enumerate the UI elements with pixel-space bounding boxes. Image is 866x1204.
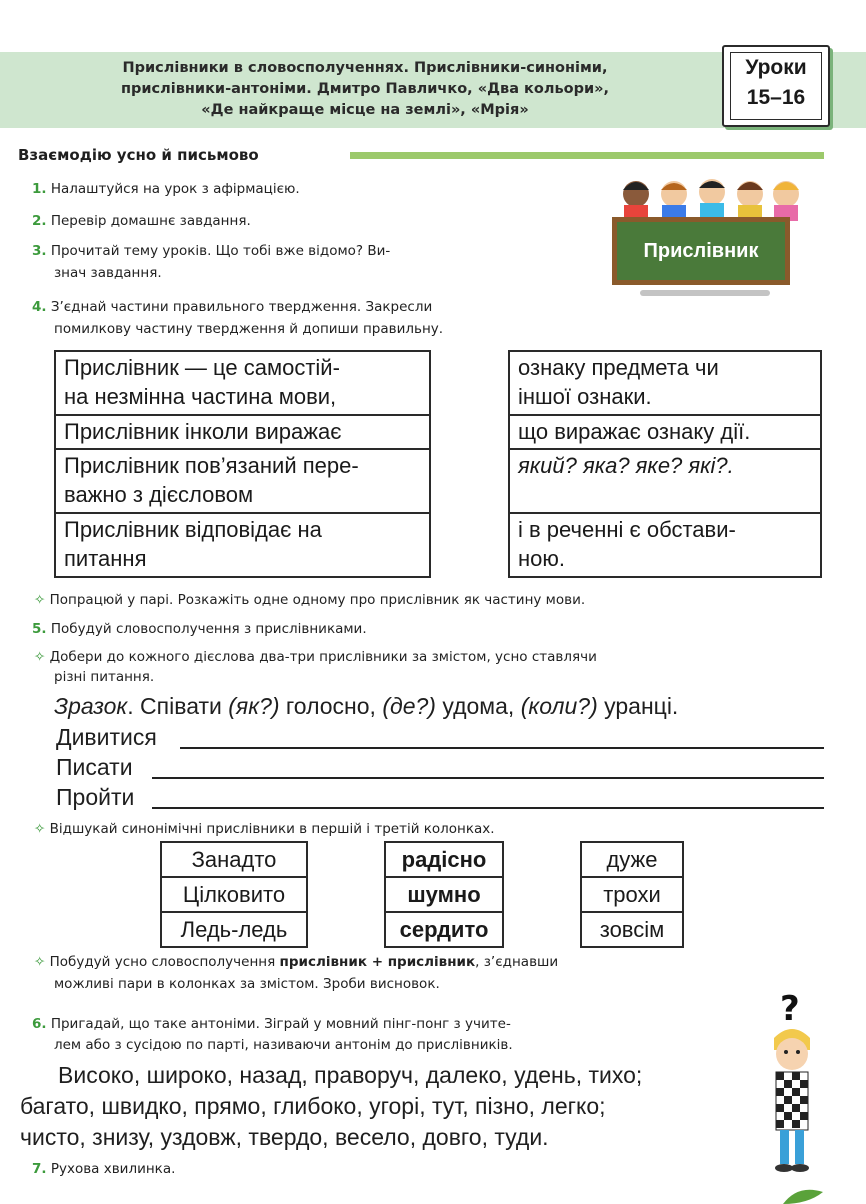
synonym-col-2 xyxy=(384,841,504,948)
child-1 xyxy=(623,181,649,221)
task-5: 5. Побудуй словосполучення з прислівниками. xyxy=(32,621,367,637)
statement-left-1: Прислівник — це самостій- на незмінна частина мови, xyxy=(55,351,430,415)
task-7: 7. Руховa хвилинка. xyxy=(32,1161,176,1177)
statement-right-2: що виражає ознаку дії. xyxy=(509,415,821,449)
task-3: 3. Прочитай тему уроків. Що тобі вже відомо? Ви- xyxy=(32,243,391,259)
answer-line-3[interactable] xyxy=(152,807,824,809)
statement-left-4: Прислівник відповідає на питання xyxy=(55,513,430,577)
statement-left-2: Прислівник інколи виражає xyxy=(55,415,430,449)
statement-right-4: і в реченні є обстави- ною. xyxy=(509,513,821,577)
statement-right-3: який? яка? яке? які?. xyxy=(509,449,821,513)
syn-col3-cell: трохи xyxy=(581,877,683,912)
statement-table-right xyxy=(508,350,822,578)
syn-col2-cell: шумно xyxy=(385,877,503,912)
example-sentence: Зразок. Співати (як?) голосно, (де?) удома, (коли?) уранці. xyxy=(54,693,679,719)
svg-text:?: ? xyxy=(780,990,800,1029)
verb-2: Писати xyxy=(56,754,133,780)
pair-task: ✧ Попрацюй у парі. Розкажіть одне одному про прислівник як частину мови. xyxy=(34,592,586,608)
lesson-number-board xyxy=(722,45,830,127)
section-rule xyxy=(350,152,824,159)
lesson-title xyxy=(40,58,690,121)
syn-col3-cell: зовсім xyxy=(581,912,683,947)
lesson-label: Уроки xyxy=(745,56,807,79)
synonym-col-3 xyxy=(580,841,684,948)
verb-3: Пройти xyxy=(56,784,135,810)
build-phrases-cont: можливі пари в колонках за змістом. Зроби висновок. xyxy=(54,976,440,992)
pick-task-cont: різні питання. xyxy=(54,669,155,685)
syn-col1-cell: Цілковито xyxy=(161,877,307,912)
antonym-line-3: чисто, знизу, уздовж, твердо, весело, довго, туди. xyxy=(20,1124,549,1150)
child-4 xyxy=(737,181,763,221)
task-6: 6. Пригадай, що таке антоніми. Зіграй у мовний пінг-понг з учите- xyxy=(32,1016,511,1032)
chalkboard-shadow xyxy=(640,290,770,296)
child-2 xyxy=(661,181,687,221)
section-heading: Взаємодію усно й письмово xyxy=(18,146,259,164)
child-3 xyxy=(699,179,725,219)
task-1: 1. Налаштуйся на урок з афірмацією. xyxy=(32,181,300,197)
statement-table-left xyxy=(54,350,431,578)
thinking-boy-illustration xyxy=(752,990,832,1175)
lesson-numbers: 15–16 xyxy=(746,86,806,109)
verb-1: Дивитися xyxy=(56,724,157,750)
syn-col1-cell: Занадто xyxy=(161,842,307,877)
answer-line-2[interactable] xyxy=(152,777,824,779)
chalkboard xyxy=(612,217,790,285)
synonym-col-1 xyxy=(160,841,308,948)
title-line-2: прислівники-антоніми. Дмитро Павличко, «Два кольори», xyxy=(120,81,609,97)
task-2: 2. Перевір домашнє завдання. xyxy=(32,213,251,229)
antonym-line-1: Високо, широко, назад, праворуч, далеко, удень, тихо; xyxy=(58,1062,643,1088)
title-line-1: Прислівники в словосполученнях. Прислівники-синоніми, xyxy=(122,60,608,76)
task-4: 4. З’єднай частини правильного твердження. Закресли xyxy=(32,299,433,315)
task-3-cont: знач завдання. xyxy=(54,265,162,281)
find-synonyms-task: ✧ Відшукай синонімічні прислівники в першій і третій колонках. xyxy=(34,821,495,837)
statement-right-1: ознаку предмета чи іншої ознаки. xyxy=(509,351,821,415)
pick-task: ✧ Добери до кожного дієслова два-три прислівники за змістом, усно ставлячи xyxy=(34,649,597,665)
statement-left-3: Прислівник пов’язаний пере- важно з дієсловом xyxy=(55,449,430,513)
title-line-3: «Де найкраще місце на землі», «Мрія» xyxy=(201,102,529,118)
task-4-cont: помилкову частину твердження й допиши правильну. xyxy=(54,321,444,337)
syn-col1-cell: Ледь-ледь xyxy=(161,912,307,947)
chalkboard-word: Прислівник xyxy=(643,240,759,262)
syn-col3-cell: дуже xyxy=(581,842,683,877)
build-phrases-task: ✧ Побудуй усно словосполучення прислівник + прислівник, з’єднавши xyxy=(34,954,559,970)
antonym-line-2: багато, швидко, прямо, глибоко, угорі, тут, пізно, легко; xyxy=(20,1093,606,1119)
child-5 xyxy=(773,181,799,221)
syn-col2-cell: радісно xyxy=(385,842,503,877)
leaf-decoration xyxy=(778,1184,828,1204)
answer-line-1[interactable] xyxy=(180,747,824,749)
syn-col2-cell: сердито xyxy=(385,912,503,947)
task-6-cont: лем або з сусідою по парті, називаючи антонім до прислівників. xyxy=(54,1037,513,1053)
